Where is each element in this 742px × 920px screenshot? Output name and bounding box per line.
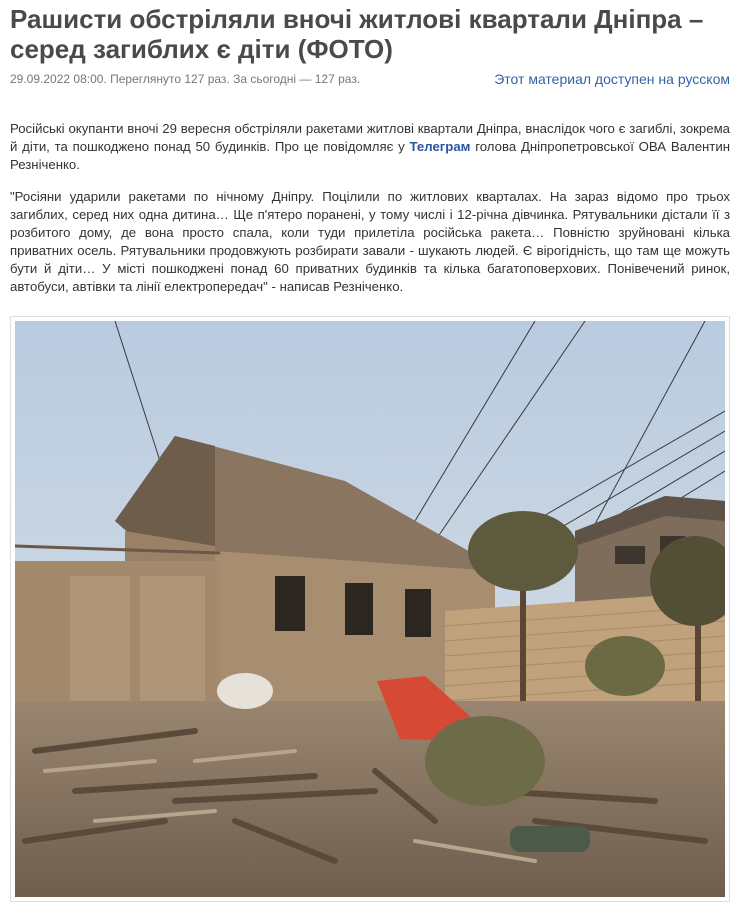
destroyed-house-photo	[15, 321, 725, 897]
paragraph-1	[10, 120, 730, 174]
paragraph-2-quote: "Росіяни ударили ракетами по нічному Дніпру. Поцілили по житлових кварталах. На зараз відомо про трьох загиблих, серед них одна дитина… Ще п'ятеро поранені, у тому числі і 12-річна дівчинка. Рятувальники дістали її з розбитого дому, де вона просто спала, коли туди прилетіла російська ракета… Повністю зруйновані кілька приватних осель. Рятувальники продовжують розбирати завали - шукають людей. Є вірогідність, що там ще можуть бути й діти… У місті пошкоджені понад 60 приватних будинків та кілька багатоповерхових. Понівечений ринок, автобуси, автівки та лінії електропередач" - написав Резніченко.	[10, 189, 730, 294]
window-1	[275, 576, 305, 631]
paragraph-1-text-end: голова Дніпропетровської ОВА Валентин Резніченко.	[10, 139, 730, 172]
window-2	[345, 583, 373, 635]
telegram-link[interactable]: Телеграм	[409, 139, 471, 154]
article-meta: 29.09.2022 08:00. Переглянуто 127 раз. За сьогодні — 127 раз.	[10, 72, 361, 86]
article-title: Рашисти обстріляли вночі житлові квартали Дніпра – серед загиблих є діти (ФОТО)	[10, 4, 704, 64]
bush	[425, 716, 545, 806]
paragraph-1-text-start: Російські окупанти вночі 29 вересня обстріляли ракетами житлові квартали Дніпра, внаслідок чого є загиблі, зокрема й діти, та пошкоджено понад 50 будинків. Про це повідомляє у	[10, 121, 730, 154]
article-photo[interactable]	[10, 316, 730, 902]
window-3	[405, 589, 431, 637]
russian-version-link[interactable]: Этот материал доступен на русском	[494, 71, 730, 87]
article-body	[10, 120, 730, 310]
